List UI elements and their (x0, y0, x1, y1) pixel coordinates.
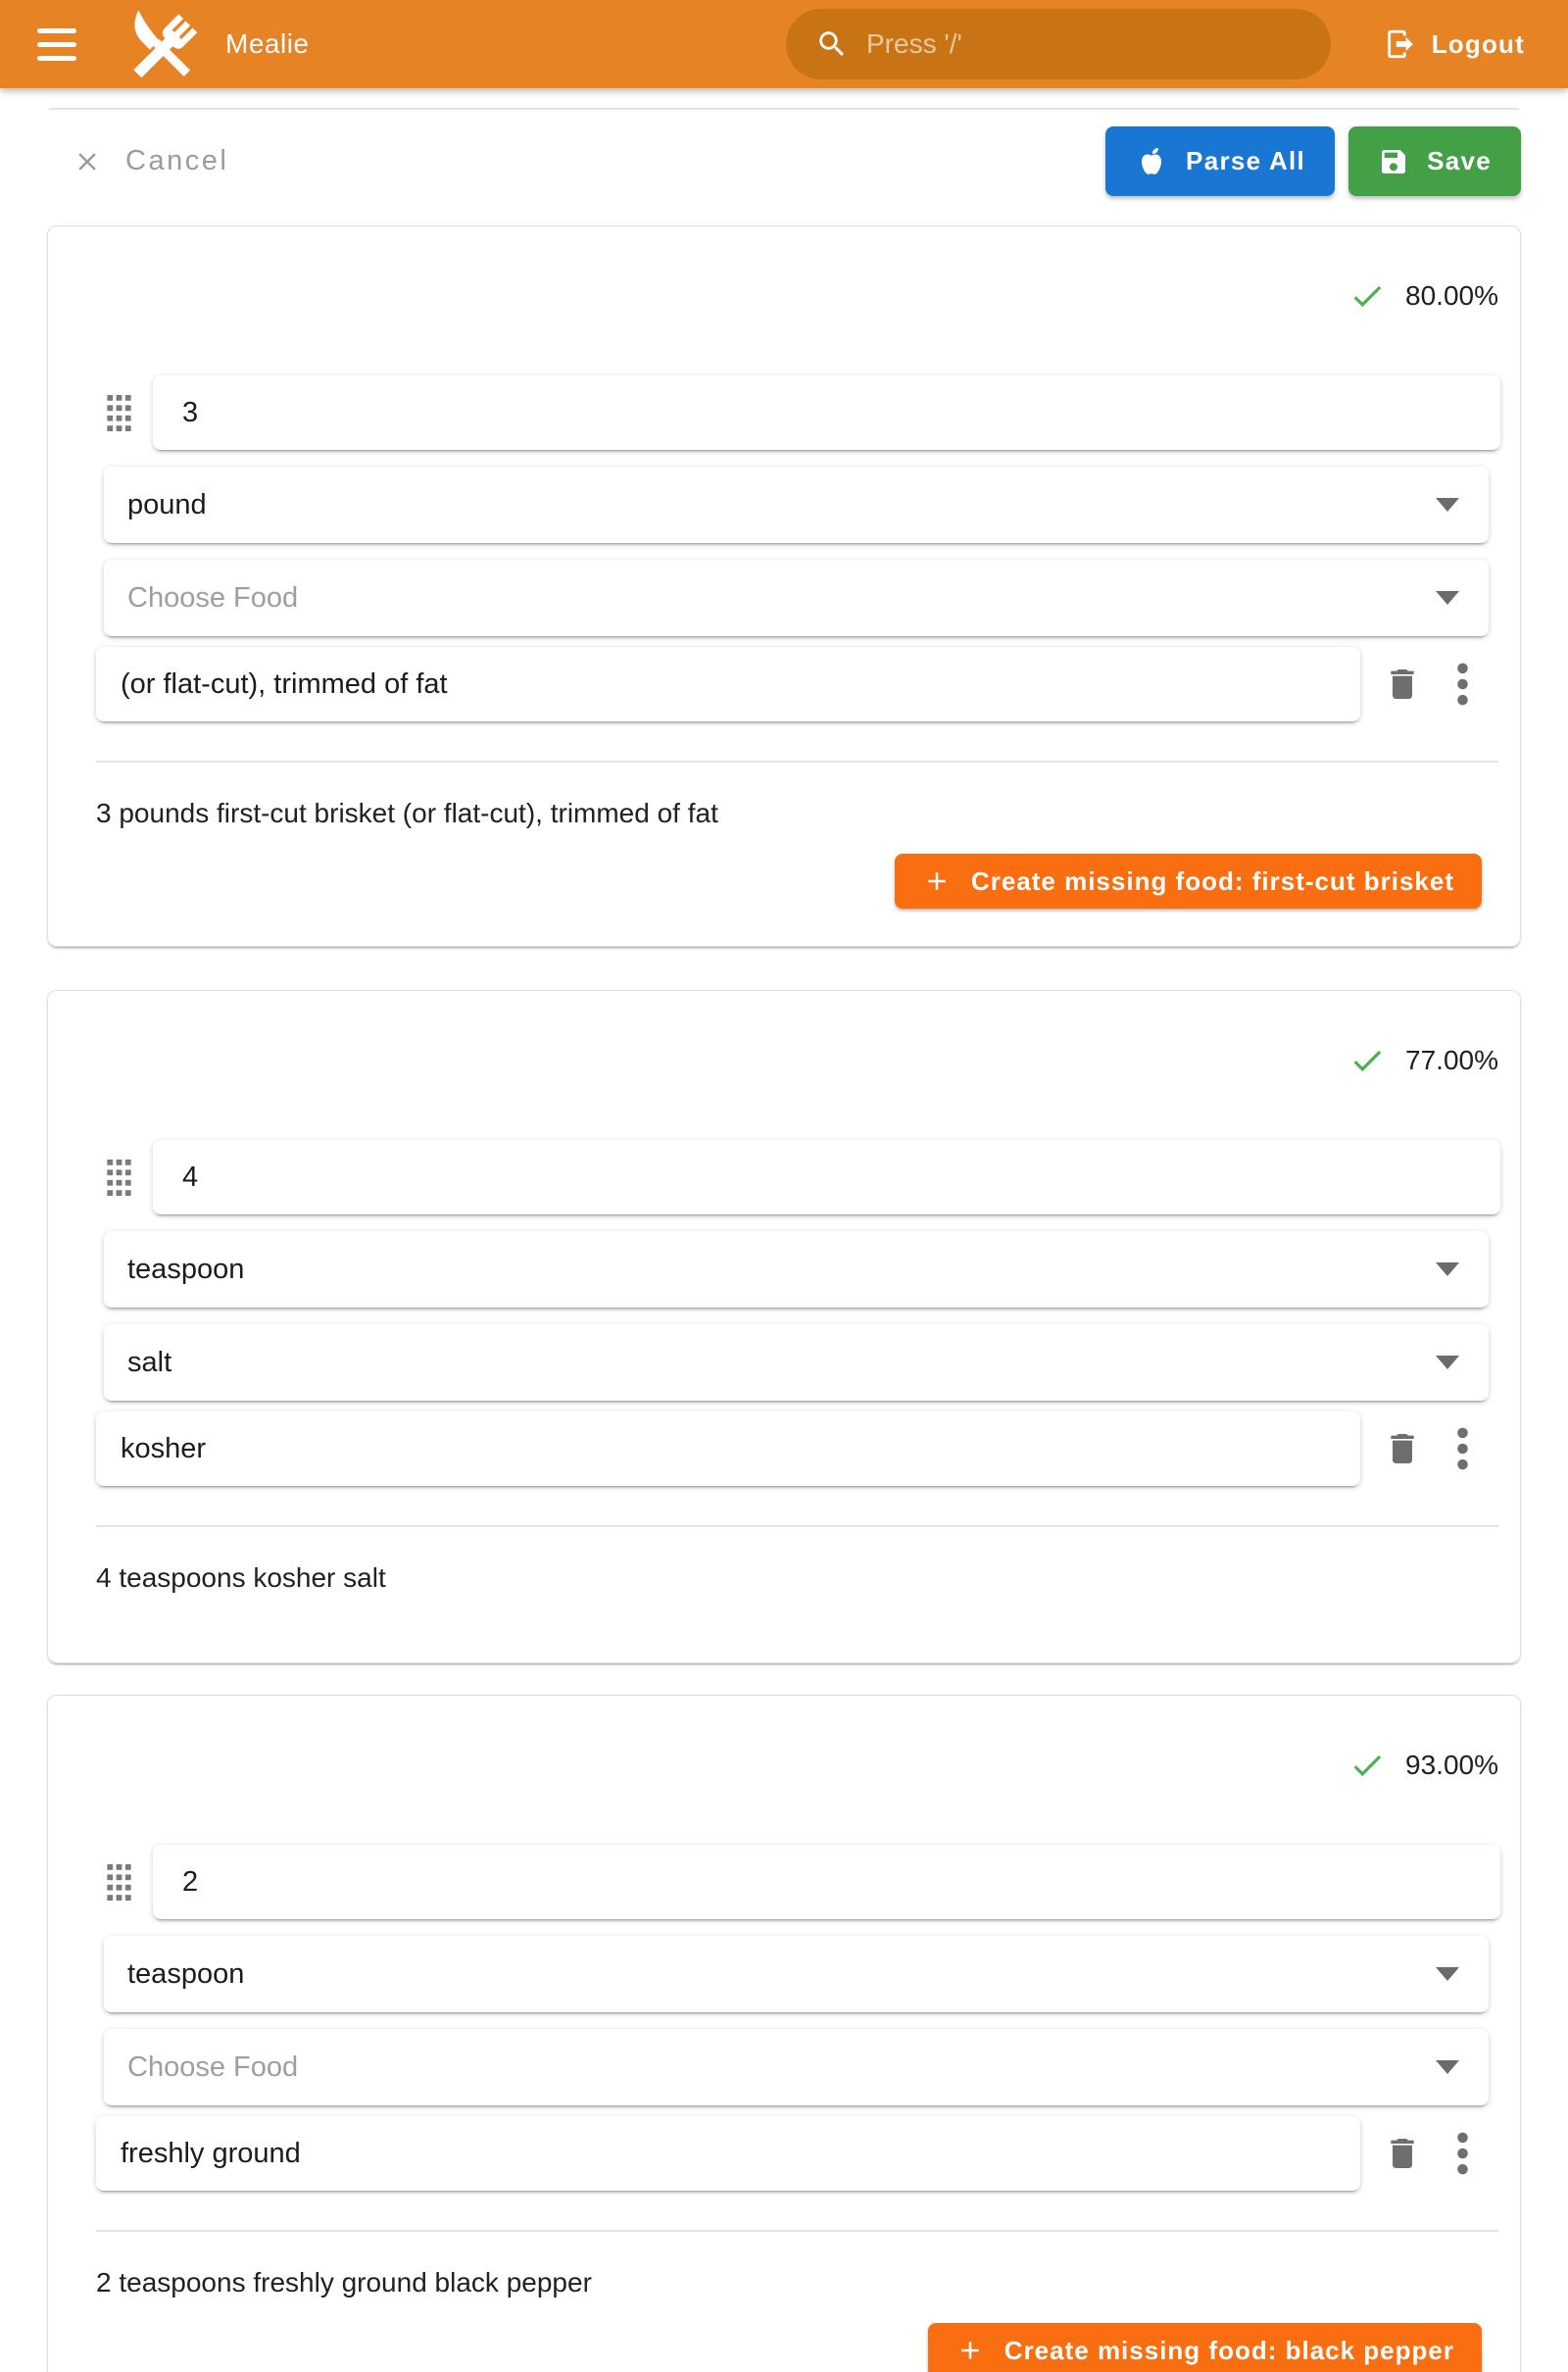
kebab-icon (1456, 2132, 1469, 2175)
check-icon (1348, 1747, 1386, 1784)
quantity-input[interactable] (153, 375, 1500, 450)
close-icon (73, 147, 102, 176)
app-bar (0, 0, 1568, 88)
drag-handle[interactable] (107, 1864, 131, 1901)
chevron-down-icon (1436, 1262, 1459, 1276)
confidence-value: 80.00% (1405, 280, 1498, 311)
divider (96, 2230, 1498, 2232)
divider (96, 1525, 1498, 1527)
delete-ingredient-button[interactable] (1381, 2134, 1424, 2173)
quantity-input[interactable] (153, 1845, 1500, 1919)
delete-ingredient-button[interactable] (1381, 1429, 1424, 1468)
create-missing-food-label: Create missing food: first-cut brisket (970, 865, 1454, 896)
chevron-down-icon (1436, 591, 1459, 605)
cancel-label: Cancel (125, 145, 229, 176)
unit-select[interactable] (104, 1936, 1489, 2012)
apple-icon (1135, 145, 1168, 178)
food-select[interactable] (104, 1324, 1489, 1401)
chevron-down-icon (1436, 1967, 1459, 1981)
drag-handle[interactable] (107, 1160, 131, 1196)
divider (49, 108, 1519, 110)
confidence-row (48, 991, 1520, 1079)
confidence-row (48, 1696, 1520, 1784)
create-missing-food-label: Create missing food: black pepper (1004, 2335, 1454, 2365)
trash-icon (1383, 665, 1422, 704)
note-input[interactable] (96, 2116, 1360, 2191)
unit-select-value: teaspoon (127, 1957, 245, 1990)
confidence-row (48, 226, 1520, 315)
drag-handle[interactable] (107, 395, 131, 431)
chevron-down-icon (1436, 1356, 1459, 1369)
more-options-button[interactable] (1455, 1427, 1469, 1470)
divider (96, 761, 1498, 763)
check-icon (1348, 277, 1386, 315)
search-bar[interactable] (786, 9, 1331, 79)
unit-select[interactable] (104, 467, 1489, 543)
ingredient-card (47, 1695, 1521, 2372)
logout-icon (1384, 27, 1417, 61)
parse-all-label: Parse All (1186, 146, 1306, 175)
food-select-placeholder: Choose Food (127, 2051, 299, 2083)
confidence-value: 93.00% (1405, 1750, 1498, 1780)
save-button[interactable] (1348, 126, 1521, 196)
food-select-value: salt (127, 1346, 172, 1378)
plus-icon (956, 2336, 985, 2365)
note-input[interactable] (96, 1411, 1360, 1486)
parse-all-button[interactable] (1105, 126, 1335, 196)
parser-page (0, 108, 1568, 2372)
chevron-down-icon (1436, 498, 1459, 512)
action-bar (47, 126, 1521, 196)
trash-icon (1383, 2134, 1422, 2173)
app-title: Mealie (225, 28, 310, 59)
kebab-icon (1456, 663, 1469, 706)
kebab-icon (1456, 1427, 1469, 1470)
unit-select-value: teaspoon (127, 1253, 245, 1285)
save-icon (1378, 146, 1409, 177)
ingredient-card (47, 225, 1521, 947)
original-ingredient-text: 2 teaspoons freshly ground black pepper (96, 2267, 592, 2298)
search-input[interactable] (866, 28, 1307, 60)
logout-button[interactable] (1384, 0, 1525, 88)
trash-icon (1383, 1429, 1422, 1468)
logout-label: Logout (1431, 28, 1525, 59)
mealie-logo-icon[interactable] (122, 5, 200, 83)
delete-ingredient-button[interactable] (1381, 665, 1424, 704)
confidence-value: 77.00% (1405, 1045, 1498, 1075)
check-icon (1348, 1042, 1386, 1079)
save-label: Save (1427, 146, 1492, 175)
ingredient-card (47, 990, 1521, 1663)
create-missing-food-button[interactable] (895, 854, 1482, 909)
note-input[interactable] (96, 647, 1360, 721)
more-options-button[interactable] (1455, 663, 1469, 706)
original-ingredient-text: 3 pounds first-cut brisket (or flat-cut), trimmed of fat (96, 798, 718, 828)
chevron-down-icon (1436, 2060, 1459, 2074)
food-select[interactable] (104, 2029, 1489, 2105)
cancel-button[interactable] (73, 145, 228, 177)
plus-icon (922, 866, 952, 896)
create-missing-food-button[interactable] (928, 2323, 1482, 2372)
unit-select[interactable] (104, 1231, 1489, 1308)
more-options-button[interactable] (1455, 2132, 1469, 2175)
food-select[interactable] (104, 560, 1489, 636)
hamburger-menu-icon[interactable] (37, 28, 76, 61)
food-select-placeholder: Choose Food (127, 581, 299, 614)
original-ingredient-text: 4 teaspoons kosher salt (96, 1562, 386, 1593)
quantity-input[interactable] (153, 1140, 1500, 1214)
unit-select-value: pound (127, 488, 207, 520)
search-icon (815, 27, 849, 61)
